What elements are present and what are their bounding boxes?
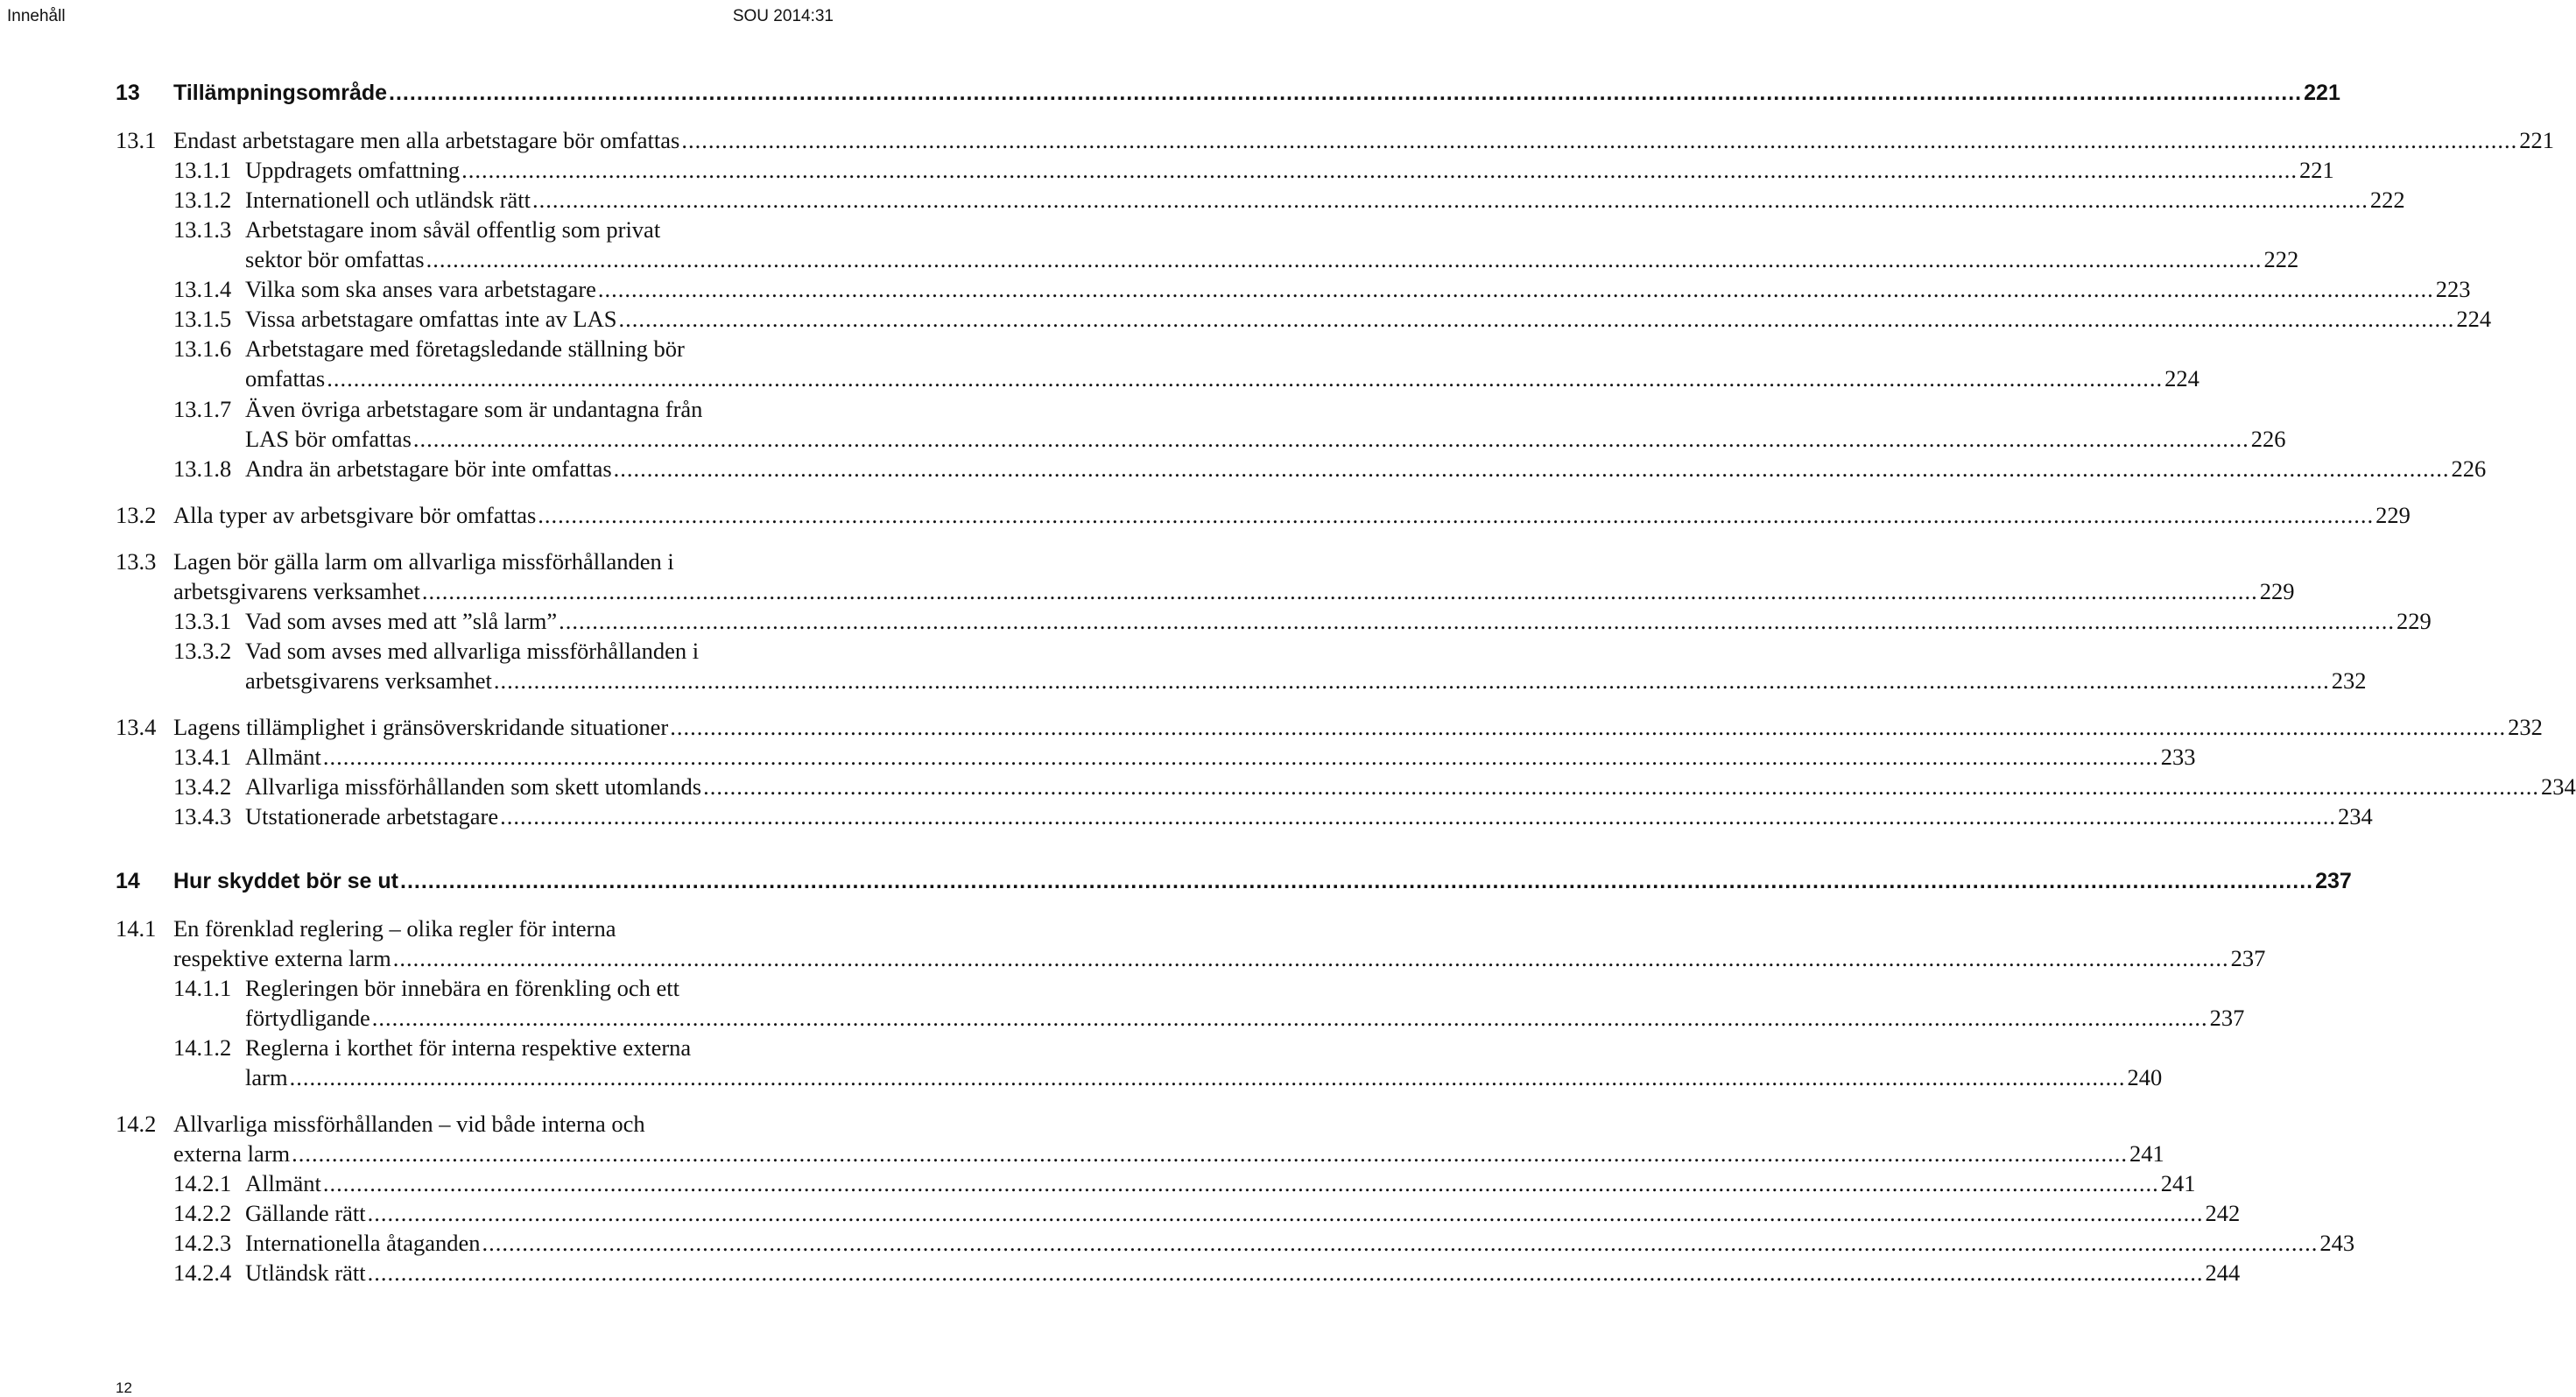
toc-entry-page: 243: [2319, 1230, 2355, 1256]
toc-entry-page: 222: [2263, 246, 2299, 272]
toc-entry-number: 13.3: [116, 548, 157, 575]
toc-entry-number: 13.3.2: [173, 638, 232, 664]
toc-entry[interactable]: [173, 306, 2492, 333]
toc-entry[interactable]: [173, 276, 2471, 303]
toc-entry-title: Allvarliga missförhållanden som skett utomlands: [245, 773, 702, 800]
dot-leader: [323, 744, 2159, 771]
toc-entry-number: 13.4.3: [173, 803, 232, 829]
toc-entry-page: 237: [2315, 869, 2352, 893]
toc-entry-number: 13.4.1: [173, 744, 232, 770]
dot-leader: [393, 945, 2229, 972]
toc-entry-title: Arbetstagare med företagsledande ställning bör: [245, 335, 685, 362]
toc-entry-number: 14.1.2: [173, 1034, 232, 1061]
toc-entry-page: 241: [2160, 1170, 2196, 1196]
toc-entry[interactable]: [116, 548, 824, 575]
toc-entry-number: 13.1.8: [173, 455, 232, 482]
toc-entry[interactable]: [173, 335, 824, 363]
toc-entry-title-continued: arbetsgivarens verksamhet: [173, 578, 420, 604]
toc-entry-title: Internationella åtaganden: [245, 1230, 481, 1256]
dot-leader: [290, 1064, 2126, 1091]
toc-entry-title-continued: förtydligande: [245, 1005, 370, 1031]
toc-entry-number: 13.4.2: [173, 773, 232, 800]
toc-entry[interactable]: [173, 1034, 824, 1062]
dot-leader: [368, 1259, 2204, 1287]
toc-entry-title: Lagen bör gälla larm om allvarliga missförhållanden i: [173, 548, 674, 575]
toc-entry-page: 229: [2375, 502, 2411, 528]
toc-entry-page: 234: [2540, 773, 2576, 800]
toc-entry[interactable]: [173, 396, 824, 423]
toc-entry-title: Regleringen bör innebära en förenkling och ett: [245, 975, 679, 1001]
toc-entry[interactable]: [116, 1111, 824, 1138]
toc-entry-page: 224: [2164, 365, 2199, 392]
toc-entry-number: 13.4: [116, 714, 157, 740]
toc-entry-title: Allmänt: [245, 744, 321, 770]
toc-entry-title: Andra än arbetstagare bör inte omfattas: [245, 455, 612, 482]
toc-entry-title: Vad som avses med att ”slå larm”: [245, 608, 558, 634]
toc-entry[interactable]: [173, 1200, 2241, 1227]
toc-entry-title-continued: externa larm: [173, 1140, 291, 1167]
toc-entry-page: 234: [2338, 803, 2373, 829]
toc-entry[interactable]: [173, 1230, 2355, 1257]
toc-entry-number: 13.1.4: [173, 276, 232, 302]
toc-entry-page: 222: [2369, 187, 2405, 213]
toc-entry[interactable]: [116, 127, 2554, 154]
toc-entry[interactable]: [116, 915, 824, 942]
dot-leader: [618, 306, 2454, 333]
toc-entry-page: 237: [2230, 945, 2266, 971]
dot-leader: [323, 1170, 2159, 1197]
toc-entry[interactable]: [116, 714, 2543, 741]
dot-leader: [559, 608, 2395, 635]
toc-entry[interactable]: [173, 803, 2373, 830]
toc-entry-title-continued: respektive externa larm: [173, 945, 391, 971]
toc-entry-number: 14.1: [116, 915, 157, 942]
toc-entry-title: En förenklad reglering – olika regler för interna: [173, 915, 616, 942]
toc-entry-page: 244: [2205, 1259, 2241, 1286]
toc-entry-title-continued: arbetsgivarens verksamhet: [245, 667, 492, 694]
toc-entry-continuation[interactable]: [173, 1140, 2164, 1168]
toc-entry-page: 223: [2435, 276, 2471, 302]
toc-entry-number: 14.2.3: [173, 1230, 232, 1256]
toc-entry-page: 232: [2331, 667, 2367, 694]
page-number: 12: [116, 1379, 132, 1396]
toc-entry-title: Vissa arbetstagare omfattas inte av LAS: [245, 306, 617, 332]
toc-entry-number: 13.1.7: [173, 396, 232, 422]
toc-entry-title: Reglerna i korthet för interna respektive externa: [245, 1034, 692, 1061]
toc-entry-number: 13.1.6: [173, 335, 232, 362]
dot-leader: [681, 127, 2517, 154]
dot-leader: [614, 455, 2450, 483]
dot-leader: [538, 502, 2374, 529]
dot-leader: [598, 276, 2434, 303]
dot-leader: [413, 426, 2249, 453]
toc-entry-title-continued: omfattas: [245, 365, 326, 392]
dot-leader: [327, 365, 2163, 392]
toc-entry-continuation[interactable]: [173, 945, 2266, 972]
toc-entry[interactable]: [173, 216, 824, 243]
toc-entry-continuation[interactable]: [245, 246, 2299, 273]
dot-leader: [703, 773, 2539, 801]
toc-entry-page: 229: [2397, 608, 2432, 634]
toc-entry-page: 240: [2127, 1064, 2163, 1090]
toc-entry[interactable]: [116, 502, 2411, 529]
running-header-section: Innehåll: [7, 7, 66, 25]
dot-leader: [389, 81, 2302, 106]
toc-entry-title: Tillämpningsområde: [173, 81, 388, 105]
dot-leader: [494, 667, 2330, 695]
toc-entry-page: 232: [2508, 714, 2543, 740]
dot-leader: [670, 714, 2506, 741]
toc-entry-page: 226: [2451, 455, 2487, 482]
toc-entry-continuation[interactable]: [245, 1005, 2245, 1032]
dot-leader: [461, 157, 2298, 184]
toc-entry-title: Allmänt: [245, 1170, 321, 1196]
toc-entry[interactable]: [173, 1259, 2241, 1287]
dot-leader: [292, 1140, 2128, 1168]
dot-leader: [482, 1230, 2319, 1257]
toc-entry-title-continued: larm: [245, 1064, 288, 1090]
toc-entry-continuation[interactable]: [245, 667, 2367, 695]
toc-entry-number: 13: [116, 81, 140, 105]
toc-entry-page: 229: [2259, 578, 2295, 604]
dot-leader: [400, 869, 2313, 894]
toc-entry-title: Vad som avses med allvarliga missförhållanden i: [245, 638, 700, 664]
toc-entry-number: 13.1: [116, 127, 157, 153]
toc-entry-title-continued: sektor bör omfattas: [245, 246, 425, 272]
toc-entry[interactable]: [173, 455, 2487, 483]
toc-entry-continuation[interactable]: [245, 365, 2199, 392]
toc-entry-page: 224: [2456, 306, 2492, 332]
toc-entry-number: 13.3.1: [173, 608, 232, 634]
toc-entry-page: 237: [2209, 1005, 2245, 1031]
toc-entry-title: Internationell och utländsk rätt: [245, 187, 531, 213]
toc-entry-number: 13.1.1: [173, 157, 232, 183]
toc-entry-page: 242: [2205, 1200, 2241, 1226]
toc-entry-title: Arbetstagare inom såväl offentlig som privat: [245, 216, 661, 243]
toc-entry-number: 14: [116, 869, 140, 893]
toc-entry-page: 226: [2250, 426, 2286, 452]
toc-entry-number: 13.1.3: [173, 216, 232, 243]
dot-leader: [426, 246, 2263, 273]
toc-entry-title: Uppdragets omfattning: [245, 157, 461, 183]
toc-entry-title: Hur skyddet bör se ut: [173, 869, 398, 893]
toc-entry[interactable]: [173, 975, 824, 1002]
toc-entry-continuation[interactable]: [245, 426, 2286, 453]
toc-entry[interactable]: [173, 773, 2576, 801]
toc-entry-number: 14.2.1: [173, 1170, 232, 1196]
toc-entry-title: Utstationerade arbetstagare: [245, 803, 499, 829]
toc-entry-title: Allvarliga missförhållanden – vid både interna och: [173, 1111, 645, 1137]
toc-entry-title: Lagens tillämplighet i gränsöverskridande situationer: [173, 714, 669, 740]
toc-entry-page: 221: [2519, 127, 2554, 153]
toc-entry[interactable]: [116, 869, 2352, 894]
dot-leader: [368, 1200, 2204, 1227]
toc-entry-title: Alla typer av arbetsgivare bör omfattas: [173, 502, 537, 528]
toc-entry-number: 14.2.4: [173, 1259, 232, 1286]
toc-entry[interactable]: [173, 1170, 2196, 1197]
toc-entry-title: Endast arbetstagare men alla arbetstagare bör omfattas: [173, 127, 680, 153]
toc-entry-number: 13.2: [116, 502, 157, 528]
dot-leader: [532, 187, 2368, 214]
toc-entry[interactable]: [173, 187, 2405, 214]
toc-entry[interactable]: [173, 744, 2196, 771]
toc-entry-number: 14.2.2: [173, 1200, 232, 1226]
toc-entry[interactable]: [173, 638, 824, 665]
toc-entry-title: Även övriga arbetstagare som är undantagna från: [245, 396, 703, 422]
toc-entry-title-continued: LAS bör omfattas: [245, 426, 412, 452]
toc-entry-number: 14.1.1: [173, 975, 232, 1001]
toc-entry-title: Utländsk rätt: [245, 1259, 366, 1286]
toc-entry-page: 221: [2298, 157, 2334, 183]
toc-entry-title: Gällande rätt: [245, 1200, 366, 1226]
toc-entry-number: 13.1.5: [173, 306, 232, 332]
toc-entry-number: 13.1.2: [173, 187, 232, 213]
dot-leader: [500, 803, 2336, 830]
toc-entry-number: 14.2: [116, 1111, 157, 1137]
toc-entry-continuation[interactable]: [173, 578, 2295, 605]
dot-leader: [372, 1005, 2208, 1032]
toc-entry[interactable]: [173, 608, 2432, 635]
toc-entry-page: 233: [2160, 744, 2196, 770]
running-header-report-id: SOU 2014:31: [732, 7, 834, 25]
dot-leader: [422, 578, 2258, 605]
toc-entry-page: 241: [2129, 1140, 2164, 1167]
toc-entry[interactable]: [173, 157, 2334, 184]
toc-entry-continuation[interactable]: [245, 1064, 2163, 1091]
toc-entry-page: 221: [2304, 81, 2340, 105]
toc-entry[interactable]: [116, 81, 2340, 106]
toc-entry-title: Vilka som ska anses vara arbetstagare: [245, 276, 596, 302]
